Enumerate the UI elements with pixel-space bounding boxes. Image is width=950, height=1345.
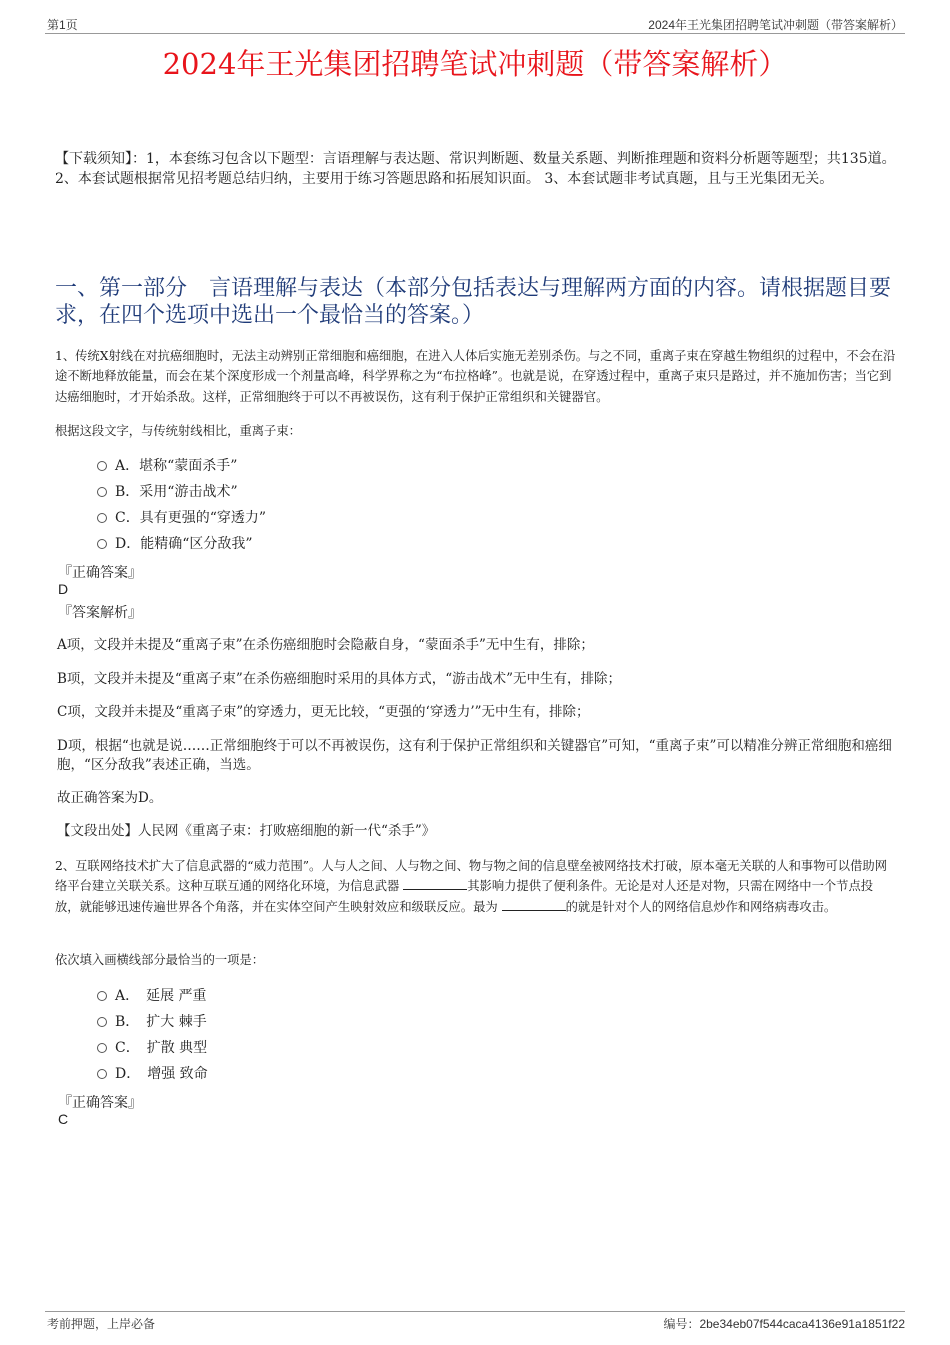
q1-analysis-b: B项，文段并未提及“重离子束”在杀伤癌细胞时采用的具体方式，“游击战术”无中生有，排除； xyxy=(57,671,622,687)
option-label: B． 扩大 棘手 xyxy=(115,1014,207,1030)
q1-analysis-c: C项，文段并未提及“重离子束”的穿透力，更无比较，“更强的‘穿透力’”无中生有，排除； xyxy=(57,704,590,720)
radio-icon[interactable] xyxy=(97,487,107,497)
q1-option-a[interactable] xyxy=(97,453,266,479)
q2-option-d[interactable] xyxy=(97,1061,208,1087)
radio-icon[interactable] xyxy=(97,539,107,549)
option-label: D．能精确“区分敌我” xyxy=(115,536,253,552)
radio-icon[interactable] xyxy=(97,1017,107,1027)
blank-2 xyxy=(502,900,566,911)
q1-answer-label: 『正确答案』 xyxy=(58,565,142,581)
q1-stem: 1、传统X射线在对抗癌细胞时，无法主动辨别正常细胞和癌细胞，在进入人体后实施无差别杀伤。与之不同，重离子束在穿越生物组织的过程中，不会在沿途不断地释放能量，而会在某个深度形成一个剂量高峰，科学界称之为“布拉格峰”。也就是说，在穿透过程中，重离子束只是路过，并不施加伤害；当它到达癌细胞时，才开始杀敌。这样，正常细胞终于可以不再被误伤，这有利于保护正常组织和关键器官。 xyxy=(55,349,896,404)
option-label: B．采用“游击战术” xyxy=(115,484,238,500)
q2-question: 依次填入画横线部分最恰当的一项是： xyxy=(55,953,265,967)
option-label: D． 增强 致命 xyxy=(115,1066,208,1082)
code-value: 2be34eb07f544caca4136e91a1851f22 xyxy=(699,1317,905,1331)
q2-option-c[interactable] xyxy=(97,1035,208,1061)
section-heading: 一、第一部分 言语理解与表达（本部分包括表达与理解两方面的内容。请根据题目要求，在四个选项中选出一个最恰当的答案。） xyxy=(55,276,892,328)
q1-analysis-d: D项，根据“也就是说……正常细胞终于可以不再被误伤，这有利于保护正常组织和关键器官”可知，“重离子束”可以精准分辨正常细胞和癌细胞，“区分敌我”表述正确，当选。 xyxy=(57,738,892,773)
q2-stem-part: 的就是针对个人的网络信息炒作和网络病毒攻击。 xyxy=(565,899,837,914)
q1-analysis-label: 『答案解析』 xyxy=(58,605,142,621)
radio-icon[interactable] xyxy=(97,1069,107,1079)
radio-icon[interactable] xyxy=(97,991,107,1001)
footer-divider xyxy=(45,1311,905,1312)
q2-answer: C xyxy=(58,1111,69,1127)
q2-stem-part: 2、互联网络技术扩大了信息武器的“威力范围”。人与人之间、人与物之间、物与物之间的信息壁垒被网络技术打破，原本毫无关联的人和事物可以借助网络平台建立关联关系。这种互联互通的网络化环境，为信息武器 xyxy=(55,859,887,894)
radio-icon[interactable] xyxy=(97,513,107,523)
radio-icon[interactable] xyxy=(97,461,107,471)
footer-slogan: 考前押题，上岸必备 xyxy=(47,1317,156,1331)
page-number: 第1页 xyxy=(47,18,78,32)
option-label: A． 延展 严重 xyxy=(115,988,207,1004)
q2-option-a[interactable] xyxy=(97,983,208,1009)
code-label: 编号： xyxy=(663,1317,700,1331)
blank-1 xyxy=(403,879,467,890)
option-label: C． 扩散 典型 xyxy=(115,1040,208,1056)
header-title: 2024年王光集团招聘笔试冲刺题（带答案解析） xyxy=(648,18,903,32)
q2-answer-label: 『正确答案』 xyxy=(58,1095,142,1111)
q1-option-b[interactable] xyxy=(97,479,266,505)
option-label: A．堪称“蒙面杀手” xyxy=(115,458,238,474)
q2-option-b[interactable] xyxy=(97,1009,208,1035)
q1-question: 根据这段文字，与传统射线相比，重离子束： xyxy=(55,424,301,438)
q1-option-d[interactable] xyxy=(97,531,266,557)
header-divider xyxy=(45,33,905,34)
q2-options xyxy=(97,983,208,1087)
q2-stem xyxy=(55,856,897,917)
q1-options xyxy=(97,453,266,557)
q1-conclusion: 故正确答案为D。 xyxy=(57,790,163,806)
radio-icon[interactable] xyxy=(97,1043,107,1053)
footer-code xyxy=(663,1315,905,1332)
option-label: C．具有更强的“穿透力” xyxy=(115,510,267,526)
q1-option-c[interactable] xyxy=(97,505,266,531)
q1-source: 【文段出处】人民网《重离子束：打败癌细胞的新一代“杀手”》 xyxy=(57,823,436,839)
q2-stem-part: 其影响力提供了便利条件。无论是对人还是对物，只需在网络中一个节点投放，就能够迅速传遍世界各个角落，并在实体空间产生映射效应和级联反应。最为 xyxy=(55,879,874,914)
q1-analysis-a: A项，文段并未提及“重离子束”在杀伤癌细胞时会隐蔽自身，“蒙面杀手”无中生有，排除； xyxy=(57,637,594,653)
q1-answer: D xyxy=(58,581,69,597)
document-title: 2024年王光集团招聘笔试冲刺题（带答案解析） xyxy=(162,47,788,81)
download-notice: 【下载须知】：1，本套练习包含以下题型：言语理解与表达题、常识判断题、数量关系题、判断推理题和资料分析题等题型；共135道。 2、本套试题根据常见招考题总结归纳，主要用于练习答题思路和拓展知识面。 3、本套试题非考试真题，且与王光集团无关。 xyxy=(55,151,896,187)
